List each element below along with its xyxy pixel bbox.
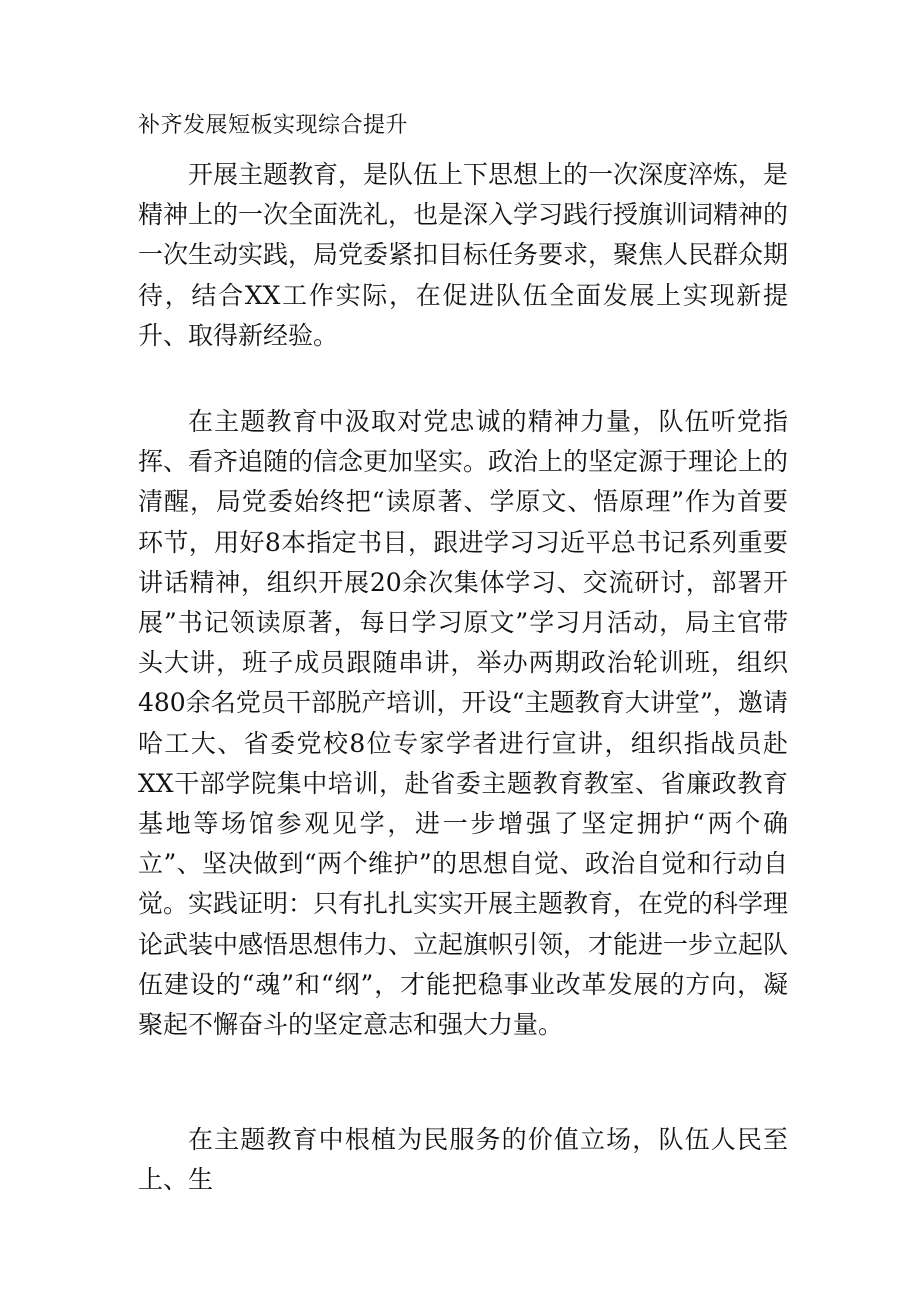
paragraph-service: 在主题教育中根植为民服务的价值立场，队伍人民至上、生 (138, 1125, 788, 1195)
section-heading: 补齐发展短板实现综合提升 (138, 113, 409, 138)
paragraph-loyalty: 在主题教育中汲取对党忠诚的精神力量，队伍听党指挥、看齐追随的信念更加坚实。政治上的坚定源于理论上的清醒，局党委始终把“读原著、学原文、悟原理”作为首要环节，用好8本指定书目，跟进学习习近平总书记系列重要讲话精神，组织开展20余次集体学习、交流研讨，部署开展”书记领读原著，每日学习原文”学习月活动，局主官带头大讲，班子成员跟随串讲，举办两期政治轮训班，组织480余名党员干部脱产培训，开设“主题教育大讲堂”，邀请哈工大、省委党校8位专家学者进行宣讲，组织指战员赴XX干部学院集中培训，赴省委主题教育教室、省廉政教育基地等场馆参观见学，进一步增强了坚定拥护“两个确立”、坚决做到“两个维护”的思想自觉、政治自觉和行动自觉。实践证明：只有扎扎实实开展主题教育，在党的科学理论武装中感悟思想伟力、立起旗帜引领，才能进一步立起队伍建设的“魂”和“纲”，才能把稳事业改革发展的方向，凝聚起不懈奋斗的坚定意志和强大力量。 (138, 407, 789, 1040)
paragraph-intro: 开展主题教育，是队伍上下思想上的一次深度淬炼，是精神上的一次全面洗礼，也是深入学习践行授旗训词精神的一次生动实践，局党委紧扣目标任务要求，聚焦人民群众期待，结合XX工作实际，在促进队伍全面发展上实现新提升、取得新经验。 (138, 160, 789, 350)
